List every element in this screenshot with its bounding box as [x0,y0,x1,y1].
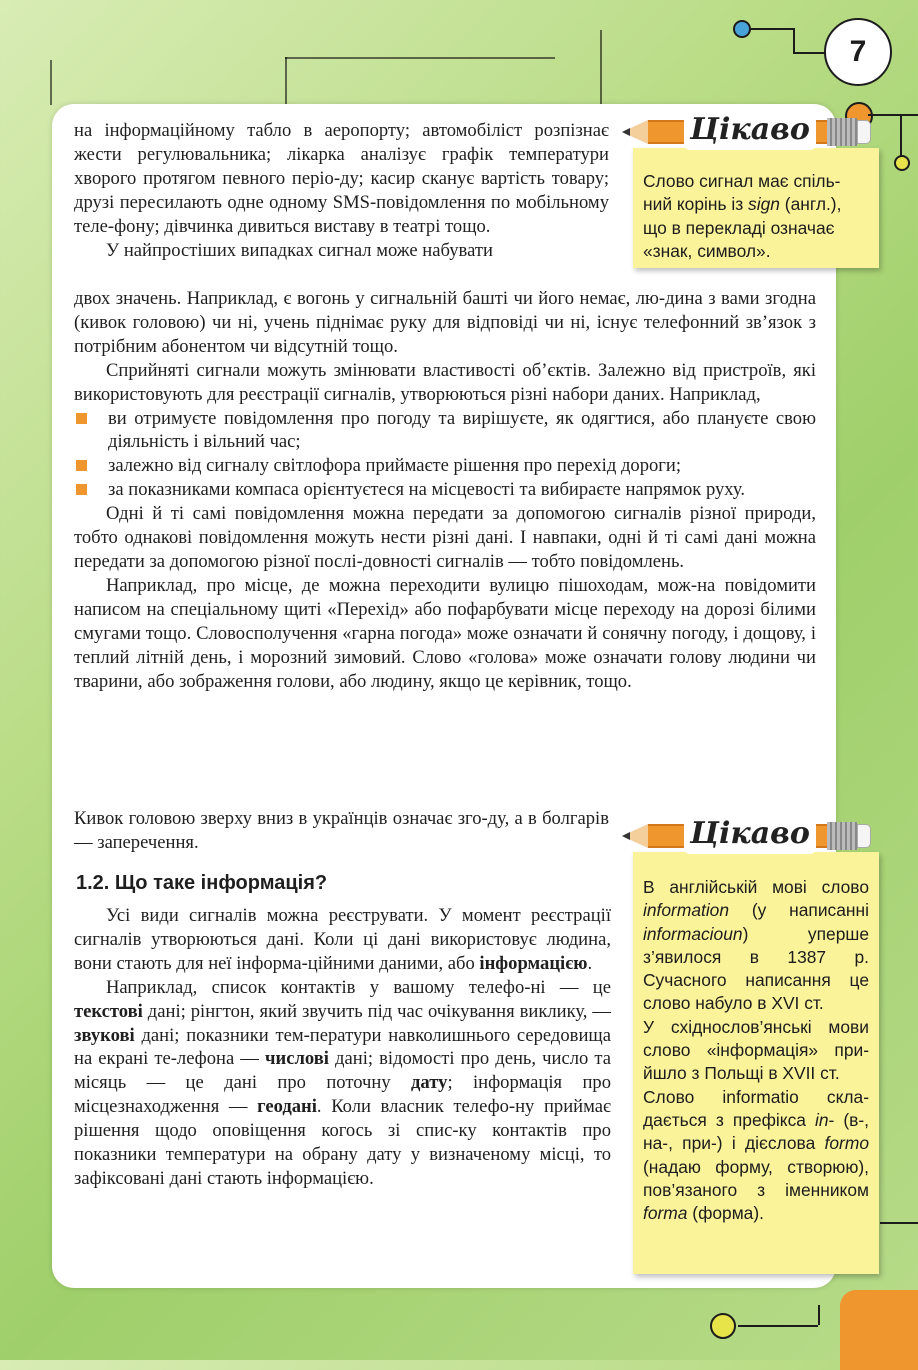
text-block-middle [74,287,816,693]
connector-line [793,28,795,52]
connector-line [900,114,902,156]
bullet-item: за показниками компаса орієнтуєтеся на місцевості та вибираєте напрямок руху. [74,478,816,502]
text-block-nod [74,807,609,855]
note-box [633,852,879,1274]
orange-corner-tab [840,1290,918,1370]
text-block-bottom [74,904,611,1191]
connector-line [745,28,795,30]
note-text: У східнослов’янські мови слово «інформація» при-йшло з Польщі в XVII ст. [643,1016,869,1084]
paragraph-simple-start: У найпростіших випадках сигнал може набувати [106,239,493,261]
connector-line [818,1305,820,1325]
pencil-icon [622,112,880,152]
paragraph-nod: Кивок головою зверху вниз в українців означає зго-ду, а в болгарів — заперечення. [74,808,609,853]
section-heading: 1.2. Що таке інформація? [76,872,328,894]
pencil-icon [622,816,880,856]
paragraph-all-signals: Усі види сигналів можна реєструвати. У момент реєстрації сигналів утворюються дані. Коли ці дані використовує людина, вони стають для неї інформа-ційними даними, або інформацією. [74,905,611,974]
paragraph-intro: на інформаційному табло в аеропорту; автомобіліст розпізнає жести регулювальника; лікарка аналізує графік температури хворого протягом певного періо-ду; касир сканує вартість товару; друзі пересилають одне одному SMS-повідомлення по мобільному теле-фону; дівчинка дивиться виставу в театрі тощо. [74,120,609,237]
bullet-item: залежно від сигналу світлофора приймаєте рішення про перехід дороги; [74,454,816,478]
note-title: Цікаво [684,814,816,854]
paragraph-contacts: Наприклад, список контактів у вашому телефо-ні — це текстові дані; рінгтон, який звучить під час очікування виклику, — звукові дані; показники тем-ператури навколишнього середовища на екрані те-лефона — числові дані; відомості про день, число та місяць — це дані про поточну дату; інформація про місцезнаходження — геодані. Коли власник телефо-ну приймає рішення щодо оповіщення когось зі спис-ку контактів про показники температури на обрану дату у визначеному місці, то зафіксовані дані стають інформацією. [74,976,611,1189]
bg-line [600,30,602,105]
paragraph-simple-end: двох значень. Наприклад, є вогонь у сигнальній башті чи його немає, лю-дина з вами згодна (кивок головою) чи ні, учень піднімає руку для відповіді чи ні, існує телефонний зв’язок з потрібним абонентом чи відсутній тощо. [74,288,816,357]
note-text: Слово сигнал має спіль-ний корінь із sign (англ.), що в перекладі означає «знак, символ». [643,171,842,261]
connector-dot [894,155,910,171]
bullet-list [74,407,816,503]
connector-dot [710,1313,736,1339]
note-box [633,148,879,268]
paragraph-same-messages: Одні й ті самі повідомлення можна передати за допомогою сигналів різної природи, тобто однакові повідомлення можуть нести різні дані. І навпаки, одні й ті самі дані можна передати за допомогою різної послі-довності сигналів — тобто повідомлень. [74,503,816,572]
connector-dot [733,20,751,38]
paragraph-example: Наприклад, про місце, де можна переходити вулицю пішоходам, мож-на повідомити написом на спеціальному щиті «Перехід» або пофарбувати місце переходу на дорозі білими смугами тощо. Словосполучення «гарна погода» може означати й сонячну погоду, і дощову, і теплий літній день, і морозний зимовий. Слово «голова» може означати голову людини чи тварини, або зображення голови, або людину, якщо це керівник, тощо. [74,574,816,692]
bullet-item: ви отримуєте повідомлення про погоду та вирішуєте, як одягтися, або плануєте свою діяльність і вільний час; [74,407,816,455]
note-text: В англійській мові слово information (у написанні informacioun) уперше з’явилося в 1387 р. Сучасного написання це слово набуло в XVI ст. [643,877,869,1014]
bg-line [285,57,555,59]
connector-line [880,1222,918,1224]
connector-line [793,52,825,54]
connector-line [738,1325,818,1327]
note-title: Цікаво [684,110,816,150]
note-text: Слово informatio скла-дається з префікса in- (в-, на-, при-) і дієслова formo (надаю форму, створюю), пов’язаного з іменником forma (форма). [643,1086,869,1224]
bg-line [285,57,287,107]
bg-line [50,60,52,105]
page-number: 7 [824,18,892,86]
paragraph-perceived: Сприйняті сигнали можуть змінювати властивості об’єктів. Залежно від пристроїв, які використовують для реєстрації сигналів, утворюються різні набори даних. Наприклад, [74,359,816,405]
text-block-top [74,119,609,262]
